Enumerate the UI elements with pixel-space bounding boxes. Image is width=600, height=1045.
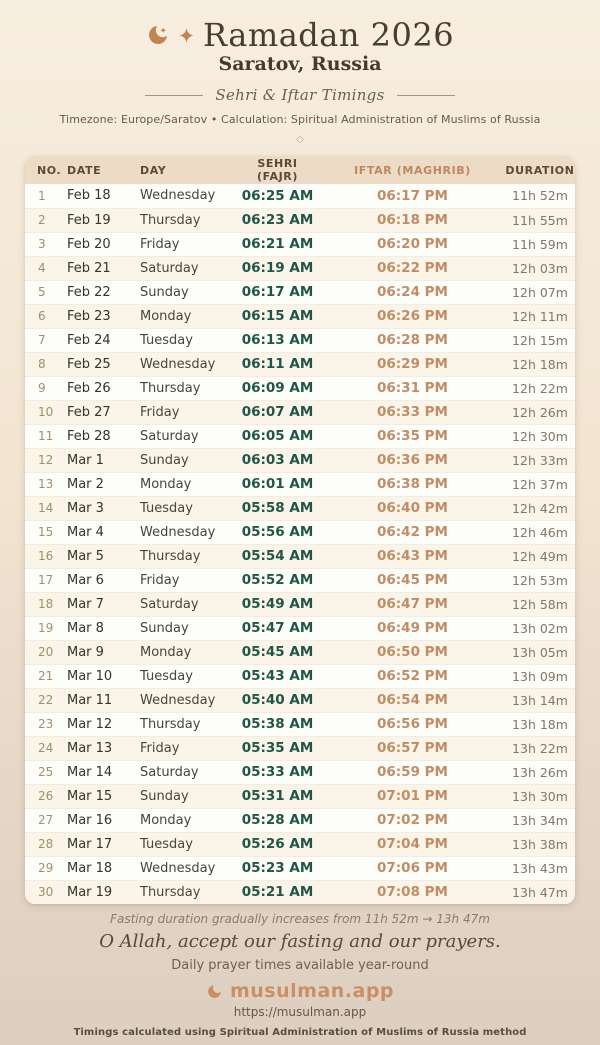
row-number: 10 [25, 400, 65, 424]
row-sehri-time: 05:45 AM [235, 640, 320, 664]
table-row [25, 760, 575, 784]
row-duration: 12h 26m [505, 400, 575, 424]
row-sehri-time: 05:26 AM [235, 832, 320, 856]
row-day: Wednesday [140, 188, 216, 204]
table-row [25, 880, 575, 904]
table-row [25, 520, 575, 544]
row-number: 28 [25, 832, 65, 856]
row-sehri-time: 06:07 AM [235, 400, 320, 424]
row-duration: 13h 02m [505, 616, 575, 640]
row-date: Mar 9 [65, 640, 140, 664]
row-day: Thursday [140, 208, 235, 232]
row-date: Mar 18 [65, 856, 140, 880]
row-sehri-time: 06:25 AM [241, 187, 314, 204]
row-day: Sunday [140, 784, 235, 808]
diamond-ornament-icon: ◇ [296, 134, 304, 145]
row-date: Feb 28 [65, 424, 140, 448]
brand-row [0, 980, 600, 1002]
table-row [25, 400, 575, 424]
row-iftar-time: 06:56 PM [320, 712, 505, 736]
row-day: Monday [140, 472, 235, 496]
col-header-day: DAY [140, 156, 235, 184]
row-date: Feb 27 [65, 400, 140, 424]
row-number: 5 [25, 280, 65, 304]
calculation-method-note: Timings calculated using Spiritual Administration of Muslims of Russia method [73, 1027, 527, 1038]
row-date: Mar 3 [65, 496, 140, 520]
col-header-no: NO. [25, 156, 65, 184]
row-iftar-time: 07:06 PM [320, 856, 505, 880]
row-sehri-time: 05:28 AM [235, 808, 320, 832]
row-iftar-time: 06:26 PM [320, 304, 505, 328]
row-duration: 12h 33m [505, 448, 575, 472]
row-date: Mar 5 [65, 544, 140, 568]
col-header-date: DATE [65, 156, 140, 184]
row-iftar-time: 06:33 PM [320, 400, 505, 424]
row-iftar-time: 06:42 PM [320, 520, 505, 544]
table-row [25, 472, 575, 496]
row-iftar-time: 07:01 PM [320, 784, 505, 808]
row-number: 24 [25, 736, 65, 760]
row-number: 30 [25, 880, 65, 904]
row-day: Friday [140, 232, 235, 256]
row-day: Thursday [140, 544, 235, 568]
row-date: Mar 13 [65, 736, 140, 760]
row-date: Mar 19 [65, 880, 140, 904]
section-label: Sehri & Iftar Timings [215, 86, 385, 104]
table-row [25, 712, 575, 736]
table-row [25, 664, 575, 688]
row-number: 29 [25, 856, 65, 880]
sparkle-icon [179, 28, 194, 43]
brand-url[interactable]: https://musulman.app [233, 1005, 367, 1019]
row-iftar-time: 06:35 PM [320, 424, 505, 448]
row-day: Sunday [140, 280, 235, 304]
row-number: 21 [25, 664, 65, 688]
row-sehri-time: 05:43 AM [235, 664, 320, 688]
row-duration: 13h 22m [505, 736, 575, 760]
table-row [25, 304, 575, 328]
row-date: Mar 1 [65, 448, 140, 472]
row-day: Wednesday [140, 520, 235, 544]
row-date: Feb 24 [65, 328, 140, 352]
row-sehri-time: 05:31 AM [235, 784, 320, 808]
row-sehri-time: 06:23 AM [235, 208, 320, 232]
table-row [25, 688, 575, 712]
row-day: Monday [140, 640, 235, 664]
row-number: 3 [25, 232, 65, 256]
row-iftar-time: 06:29 PM [320, 352, 505, 376]
row-iftar-time: 06:18 PM [320, 208, 505, 232]
brand-name: musulman.app [229, 980, 395, 1002]
masthead [0, 0, 600, 145]
row-number: 27 [25, 808, 65, 832]
row-duration: 13h 14m [505, 688, 575, 712]
row-day: Saturday [140, 256, 235, 280]
table-header-row [25, 156, 575, 184]
divider-line-right [397, 95, 455, 96]
row-day: Tuesday [140, 664, 235, 688]
row-sehri-time: 05:52 AM [235, 568, 320, 592]
row-date: Feb 26 [65, 376, 140, 400]
row-day: Sunday [140, 616, 235, 640]
row-number: 23 [25, 712, 65, 736]
row-duration: 12h 49m [505, 544, 575, 568]
row-date: Feb 18 [67, 188, 111, 204]
row-number: 15 [25, 520, 65, 544]
row-date: Feb 25 [65, 352, 140, 376]
row-sehri-time: 06:19 AM [235, 256, 320, 280]
row-sehri-time: 05:47 AM [235, 616, 320, 640]
table-row [25, 496, 575, 520]
row-duration: 12h 03m [505, 256, 575, 280]
row-iftar-time: 07:02 PM [320, 808, 505, 832]
row-duration: 13h 30m [505, 784, 575, 808]
row-duration: 13h 05m [505, 640, 575, 664]
col-header-sehri: SEHRI (FAJR) [235, 156, 320, 184]
row-sehri-time: 06:09 AM [235, 376, 320, 400]
timings-table-body [25, 184, 575, 904]
table-row [25, 280, 575, 304]
row-day: Tuesday [140, 832, 235, 856]
row-iftar-time: 07:04 PM [320, 832, 505, 856]
row-duration: 12h 22m [505, 376, 575, 400]
row-day: Sunday [140, 448, 235, 472]
row-number: 6 [25, 304, 65, 328]
row-duration: 13h 26m [505, 760, 575, 784]
row-day: Wednesday [140, 856, 235, 880]
table-row [25, 592, 575, 616]
row-date: Mar 12 [65, 712, 140, 736]
row-number: 7 [25, 328, 65, 352]
row-number: 18 [25, 592, 65, 616]
row-iftar-time: 06:50 PM [320, 640, 505, 664]
location-subtitle: Saratov, Russia [218, 53, 382, 75]
row-duration: 12h 18m [505, 352, 575, 376]
timezone-calculation-note: Timezone: Europe/Saratov • Calculation: Spiritual Administration of Muslims of Russia [59, 113, 541, 126]
timings-card [25, 156, 575, 904]
row-duration: 12h 30m [505, 424, 575, 448]
row-sehri-time: 05:33 AM [235, 760, 320, 784]
row-day: Thursday [140, 880, 235, 904]
row-date: Mar 16 [65, 808, 140, 832]
row-iftar-time: 06:20 PM [320, 232, 505, 256]
row-sehri-time: 05:56 AM [235, 520, 320, 544]
row-sehri-time: 06:11 AM [235, 352, 320, 376]
row-duration: 13h 38m [505, 832, 575, 856]
row-sehri-time: 05:58 AM [235, 496, 320, 520]
row-date: Mar 8 [65, 616, 140, 640]
row-day: Tuesday [140, 328, 235, 352]
row-number: 13 [25, 472, 65, 496]
row-date: Mar 6 [65, 568, 140, 592]
row-duration: 12h 07m [505, 280, 575, 304]
row-date: Feb 19 [65, 208, 140, 232]
footer [0, 912, 600, 1038]
fasting-duration-note: Fasting duration gradually increases from 11h 52m → 13h 47m [110, 912, 490, 926]
row-date: Mar 15 [65, 784, 140, 808]
row-iftar-time: 06:52 PM [320, 664, 505, 688]
row-duration: 13h 47m [505, 880, 575, 904]
row-day: Tuesday [140, 496, 235, 520]
table-row [25, 184, 575, 208]
row-date: Mar 4 [65, 520, 140, 544]
row-sehri-time: 05:35 AM [235, 736, 320, 760]
dua-text: O Allah, accept our fasting and our prayers. [99, 931, 501, 952]
row-number: 17 [25, 568, 65, 592]
row-duration: 12h 11m [505, 304, 575, 328]
row-day: Friday [140, 568, 235, 592]
timings-table [25, 156, 575, 904]
row-iftar-time: 06:24 PM [320, 280, 505, 304]
row-sehri-time: 05:21 AM [235, 880, 320, 904]
table-row [25, 448, 575, 472]
row-duration: 12h 37m [505, 472, 575, 496]
table-row [25, 544, 575, 568]
row-iftar-time: 06:38 PM [320, 472, 505, 496]
row-date: Mar 11 [65, 688, 140, 712]
row-day: Monday [140, 304, 235, 328]
row-number: 12 [25, 448, 65, 472]
row-sehri-time: 06:21 AM [235, 232, 320, 256]
row-iftar-time: 06:57 PM [320, 736, 505, 760]
row-sehri-time: 06:13 AM [235, 328, 320, 352]
table-row [25, 376, 575, 400]
table-row [25, 352, 575, 376]
row-duration: 11h 59m [505, 232, 575, 256]
row-date: Feb 23 [65, 304, 140, 328]
col-header-iftar: IFTAR (MAGHRIB) [320, 156, 505, 184]
row-iftar-time: 06:49 PM [320, 616, 505, 640]
row-sehri-time: 06:15 AM [235, 304, 320, 328]
row-duration: 12h 15m [505, 328, 575, 352]
row-date: Mar 14 [65, 760, 140, 784]
row-day: Friday [140, 736, 235, 760]
row-number: 14 [25, 496, 65, 520]
row-iftar-time: 06:40 PM [320, 496, 505, 520]
row-date: Feb 21 [65, 256, 140, 280]
row-iftar-time: 06:17 PM [376, 187, 448, 204]
availability-note: Daily prayer times available year-round [171, 958, 429, 973]
brand-crescent-icon [206, 983, 223, 1000]
table-row [25, 616, 575, 640]
row-duration: 11h 55m [505, 208, 575, 232]
row-sehri-time: 06:05 AM [235, 424, 320, 448]
row-date: Mar 17 [65, 832, 140, 856]
row-iftar-time: 06:47 PM [320, 592, 505, 616]
row-iftar-time: 06:43 PM [320, 544, 505, 568]
col-header-duration: DURATION [505, 156, 575, 184]
row-number: 2 [25, 208, 65, 232]
row-number: 16 [25, 544, 65, 568]
row-iftar-time: 06:54 PM [320, 688, 505, 712]
table-row [25, 424, 575, 448]
row-duration: 11h 52m [512, 188, 568, 204]
row-duration: 13h 09m [505, 664, 575, 688]
row-iftar-time: 06:45 PM [320, 568, 505, 592]
row-day: Wednesday [140, 352, 235, 376]
row-date: Mar 7 [65, 592, 140, 616]
row-iftar-time: 07:08 PM [320, 880, 505, 904]
row-iftar-time: 06:36 PM [320, 448, 505, 472]
row-iftar-time: 06:22 PM [320, 256, 505, 280]
row-number: 1 [38, 188, 46, 203]
table-row [25, 232, 575, 256]
row-iftar-time: 06:28 PM [320, 328, 505, 352]
table-row [25, 568, 575, 592]
row-day: Thursday [140, 376, 235, 400]
section-divider-row [0, 86, 600, 104]
row-duration: 12h 42m [505, 496, 575, 520]
table-row [25, 856, 575, 880]
row-date: Mar 10 [65, 664, 140, 688]
row-number: 20 [25, 640, 65, 664]
row-number: 11 [25, 424, 65, 448]
row-day: Saturday [140, 424, 235, 448]
row-sehri-time: 05:54 AM [235, 544, 320, 568]
row-sehri-time: 05:40 AM [235, 688, 320, 712]
row-date: Feb 20 [65, 232, 140, 256]
row-number: 19 [25, 616, 65, 640]
row-number: 9 [25, 376, 65, 400]
table-row [25, 640, 575, 664]
table-row [25, 328, 575, 352]
row-number: 26 [25, 784, 65, 808]
row-day: Thursday [140, 712, 235, 736]
row-duration: 13h 34m [505, 808, 575, 832]
table-row [25, 808, 575, 832]
title-row [0, 16, 600, 54]
row-duration: 12h 46m [505, 520, 575, 544]
row-sehri-time: 06:01 AM [235, 472, 320, 496]
table-row [25, 256, 575, 280]
divider-line-left [145, 95, 203, 96]
row-iftar-time: 06:59 PM [320, 760, 505, 784]
row-day: Friday [140, 400, 235, 424]
row-duration: 13h 43m [505, 856, 575, 880]
row-day: Saturday [140, 592, 235, 616]
row-date: Feb 22 [65, 280, 140, 304]
row-sehri-time: 06:03 AM [235, 448, 320, 472]
row-number: 4 [25, 256, 65, 280]
row-number: 8 [25, 352, 65, 376]
row-sehri-time: 05:23 AM [235, 856, 320, 880]
row-sehri-time: 05:49 AM [235, 592, 320, 616]
row-day: Wednesday [140, 688, 235, 712]
row-number: 25 [25, 760, 65, 784]
table-row [25, 832, 575, 856]
row-date: Mar 2 [65, 472, 140, 496]
row-duration: 13h 18m [505, 712, 575, 736]
page-title: Ramadan 2026 [202, 16, 455, 54]
row-duration: 12h 58m [505, 592, 575, 616]
row-day: Monday [140, 808, 235, 832]
crescent-moon-icon [146, 23, 170, 47]
row-iftar-time: 06:31 PM [320, 376, 505, 400]
row-number: 22 [25, 688, 65, 712]
table-row [25, 208, 575, 232]
row-duration: 12h 53m [505, 568, 575, 592]
row-day: Saturday [140, 760, 235, 784]
table-row [25, 784, 575, 808]
row-sehri-time: 06:17 AM [235, 280, 320, 304]
row-sehri-time: 05:38 AM [235, 712, 320, 736]
table-row [25, 736, 575, 760]
